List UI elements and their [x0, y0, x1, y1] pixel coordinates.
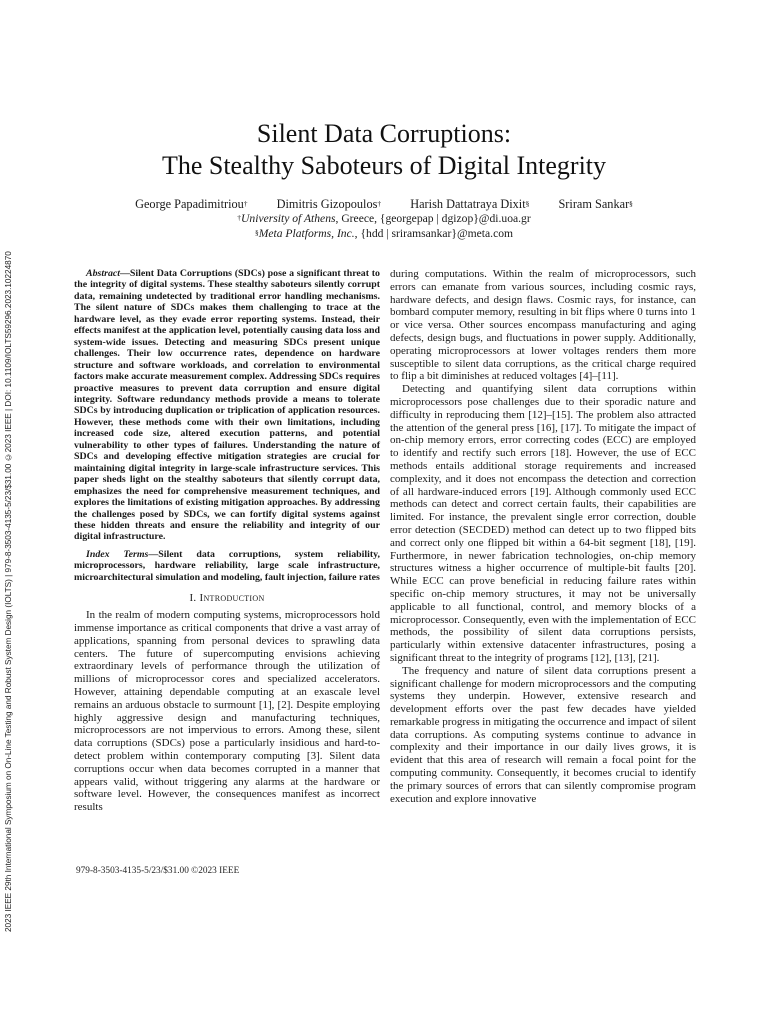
doi-side-note: 2023 IEEE 29th International Symposium on On-Line Testing and Robust System Design (IOLTS) | 979-8-3503-4135-5/23/$31.00 ©2023 IEEE | DOI: 10.1109/IOLTS59296.2023.10224870 — [4, 251, 13, 933]
body-paragraph-frequency: The frequency and nature of silent data corruptions present a significant challenge for modern microprocessors and the computing systems they underpin. However, extensive research and development efforts over the past few decades have yielded remarkable progress in mitigating the occurrence and impact of silent data corruptions. As computing systems continue to advance in complexity and their importance in our daily lives grows, it is evident that this area of research will remain a focal point for the computing community. Consequently, it becomes crucial to identify the primary sources of errors that can silently compromise program execution and explore innovative — [390, 664, 696, 805]
title-line-1: Silent Data Corruptions: — [256, 119, 512, 148]
author-list — [60, 197, 708, 212]
intro-paragraph-1: In the realm of modern computing systems, microprocessors hold immense importance as critical components that drive a vast array of applications, spanning from personal devices to sprawling data centers. The future of supercomputing envisions achieving extraordinary levels of performance through the utilization of millions of microprocessor cores and specialized accelerators. However, attaining dependable computing at an exascale level remains an arduous obstacle to surmount [1], [2]. Despite employing highly aggressive design and manufacturing techniques, microprocessors are not impervious to errors. Among these, silent data corruptions (SDCs) pose a particularly insidious and hard-to-detect problem within contemporary computing [3]. Silent data corruptions occur when data becomes corrupted in a manner that appears valid, without triggering any alarms at the hardware or software level. However, the consequences manifest as incorrect results — [74, 609, 380, 814]
left-column — [74, 268, 380, 814]
body-paragraph-continued: during computations. Within the realm of microprocessors, such errors can emanate from various sources, including cosmic rays, hardware defects, and design flaws. Cosmic rays, for instance, can bombard computer memory, resulting in bit flips where 0 turns into 1 or vice versa. Other sources encompass manufacturing and aging defects, design bugs, and fluctuations in power supply. Additionally, operating microprocessors at lower voltages renders them more susceptible to silent data corruptions, as the critical charge required to flip a bit diminishes at reduced voltages [4]–[11]. — [390, 268, 696, 383]
author: Sriram Sankar§ — [558, 197, 633, 211]
affiliation-athens: †University of Athens, Greece, {georgepap | dgizop}@di.uoa.gr — [237, 212, 531, 225]
section-heading-introduction: I. Introduction — [189, 592, 265, 605]
right-column — [390, 268, 696, 805]
abstract: Abstract—Silent Data Corruptions (SDCs) pose a significant threat to the integrity of digital systems. These stealthy saboteurs silently corrupt data, remaining undetected by traditional error handling mechanisms. The silent nature of SDCs makes them challenging to trace at the hardware level, as they evade error reporting systems. Instead, their effects manifest at the application level, potentially causing data loss and system-wide issues. Detecting and measuring SDCs present unique challenges. Their low occurrence rates, dependence on hardware structure and software workloads, and correlation to environmental factors make accurate measurement complex. Addressing SDCs requires proactive measures to prevent data corruption and ensure digital integrity. Software redundancy methods provide a means to tolerate SDCs by introducing duplication or triplication of application resources. However, these methods come with their own limitations, including increased code size, altered execution patterns, and potential vulnerability to other types of failures. Understanding the nature of SDCs and developing effective mitigation strategies are crucial for maintaining digital integrity in large-scale infrastructure services. This paper sheds light on the stealthy saboteurs that silently corrupt data, emphasizes the need for comprehensive measurement techniques, and explores the limitations of existing mitigation approaches. By addressing the challenges posed by SDCs, we can fortify digital systems against these hidden threats and ensure the reliability and integrity of our digital infrastructure. — [74, 268, 380, 543]
title-line-2: The Stealthy Saboteurs of Digital Integrity — [161, 151, 607, 180]
copyright-footer: 979-8-3503-4135-5/23/$31.00 ©2023 IEEE — [76, 866, 240, 876]
paper-title — [60, 118, 708, 182]
author: Dimitris Gizopoulos† — [276, 197, 382, 211]
affiliation-meta: §Meta Platforms, Inc., {hdd | sriramsankar}@meta.com — [254, 227, 514, 240]
author: George Papadimitriou† — [135, 197, 248, 211]
author: Harish Dattatraya Dixit§ — [410, 197, 530, 211]
index-terms: Index Terms—Silent data corruptions, system reliability, microprocessors, hardware reliability, large scale infrastructure, microarchitectural simulation and modeling, fault injection, failure rates — [74, 548, 380, 583]
body-paragraph-ecc: Detecting and quantifying silent data corruptions within microprocessors pose challenges due to their sporadic nature and difficulty in reproducing them [12]–[15]. The problem also attracted the attention of the general press [16], [17]. To mitigate the impact of on-chip memory errors, error correcting codes (ECC) are employed to identify and rectify such errors [18]. However, the use of ECC methods entails additional storage requirements and increased complexity, and it does not encompass the detection and correction of all hardware-induced errors [19]. Although commonly used ECC methods can detect and correct certain faults, their capabilities are limited. For instance, the prevalent single error correction, double error detection (SECDED) method can detect up to two flipped bits and correct only one flipped bit within a 64-bit segment [18], [19]. Furthermore, in newer fabrication technologies, on-chip memory structures witness a higher occurrence of multiple-bit faults [20]. While ECC can prove beneficial in reducing failure rates within specific on-chip memory structures, it may not be universally applicable to all functional, control, and memory blocks of a microprocessor. Consequently, even with the implementation of ECC methods, the possibility of silent data corruptions persists, particularly within extensive datacenter infrastructures, posing a significant threat to the integrity of programs [12], [13], [21]. — [390, 383, 696, 664]
